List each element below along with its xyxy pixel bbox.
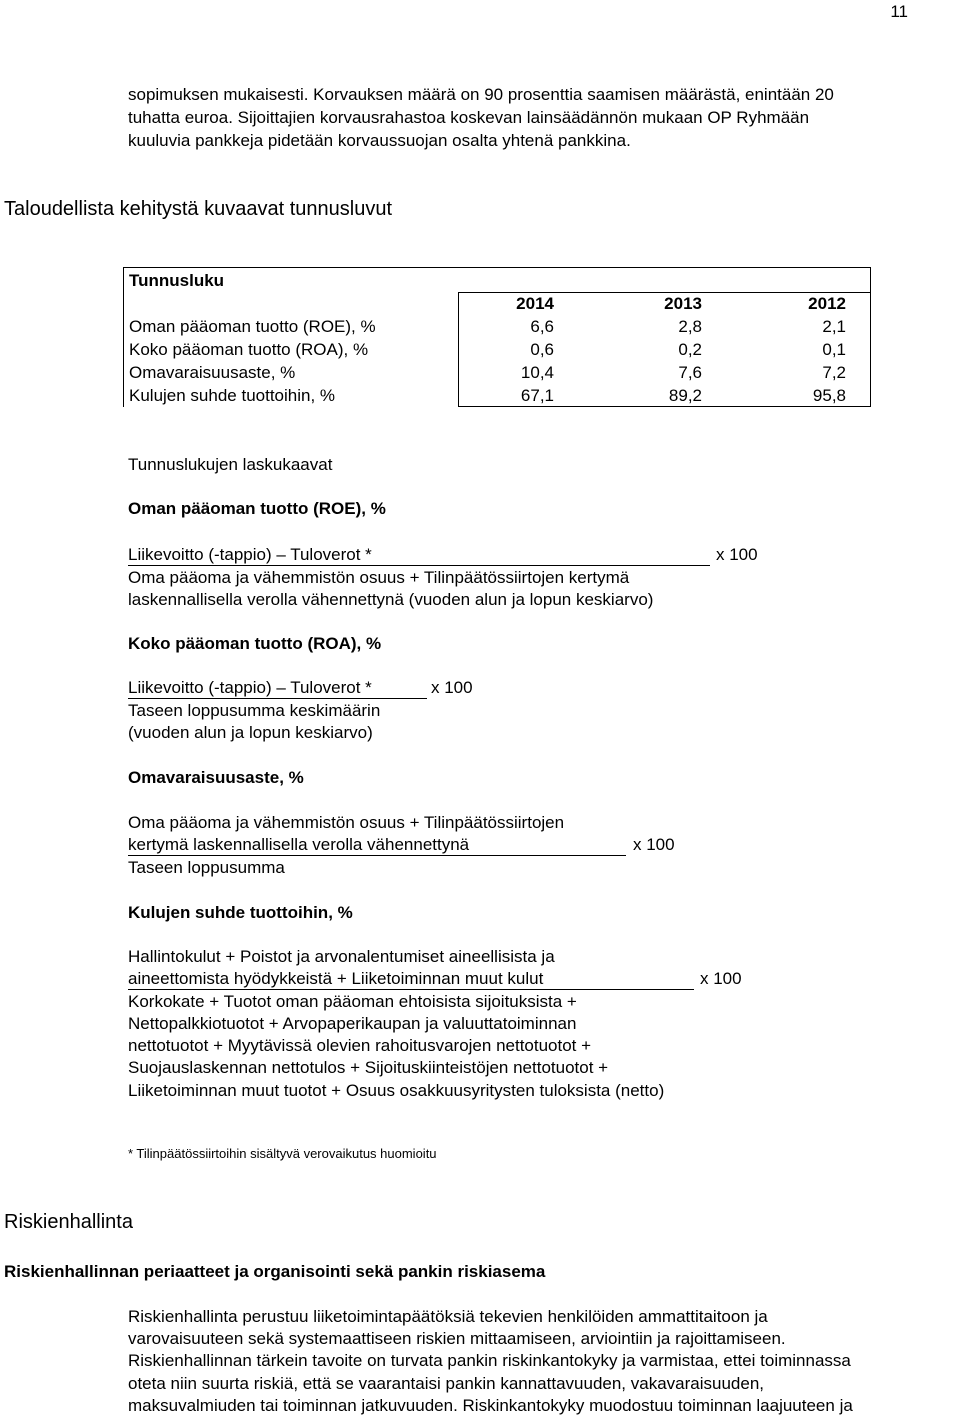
cell-value: 0,6 — [530, 340, 554, 359]
intro-line: tuhatta euroa. Sijoittajien korvausrahastoa koskevan lainsäädännön mukaan OP Ryhmään — [128, 108, 810, 127]
cell-value: 6,6 — [530, 317, 554, 336]
cell-value: 0,1 — [822, 340, 846, 359]
table-label: Tunnusluku — [129, 271, 225, 290]
formula-multiplier: x 100 — [700, 969, 742, 988]
cell-value: 0,2 — [678, 340, 702, 359]
formula-denominator: Suojauslaskennan nettotulos + Sijoituskiinteistöjen nettotuotot + — [128, 1058, 609, 1077]
year-header: 2014 — [516, 294, 554, 313]
formula-title: Kulujen suhde tuottoihin, % — [128, 903, 353, 922]
cell-value: 2,1 — [822, 317, 846, 336]
formula-multiplier: x 100 — [633, 835, 675, 854]
formula-numerator: Liikevoitto (-tappio) – Tuloverot * — [128, 678, 372, 697]
formula-denominator: Taseen loppusumma keskimäärin — [128, 701, 381, 720]
cell-value: 95,8 — [812, 386, 846, 405]
formula-numerator: Hallintokulut + Poistot ja arvonalentumiset aineellisista ja — [128, 947, 555, 966]
formula-numerator: Liikevoitto (-tappio) – Tuloverot * — [128, 545, 372, 564]
paragraph-line: Riskienhallinnan tärkein tavoite on turvata pankin riskinkantokyky ja varmistaa, ettei toiminnassa — [128, 1351, 851, 1370]
row-label: Oman pääoman tuotto (ROE), % — [129, 317, 376, 336]
year-header: 2012 — [808, 294, 846, 313]
page-number: 11 — [890, 2, 908, 21]
formula-title: Koko pääoman tuotto (ROA), % — [128, 634, 382, 653]
fraction-line — [128, 989, 694, 990]
paragraph-line: Riskienhallinta perustuu liiketoimintapäätöksiä tekevien henkilöiden ammattitaitoon ja — [128, 1307, 768, 1326]
year-header: 2013 — [664, 294, 702, 313]
formula-denominator: Liiketoiminnan muut tuotot + Osuus osakkuusyritysten tuloksista (netto) — [128, 1081, 665, 1100]
footnote: * Tilinpäätössiirtoihin sisältyvä verovaikutus huomioitu — [128, 1146, 437, 1161]
paragraph-line: varovaisuuteen sekä systemaattiseen riskien mittaamiseen, arviointiin ja rajoittamiseen. — [128, 1329, 786, 1348]
cell-value: 7,2 — [822, 363, 846, 382]
cell-value: 10,4 — [520, 363, 554, 382]
fraction-line — [128, 565, 710, 566]
section-subheading: Riskienhallinnan periaatteet ja organisointi sekä pankin riskiasema — [4, 1262, 546, 1281]
formula-denominator: (vuoden alun ja lopun keskiarvo) — [128, 723, 373, 742]
formula-numerator: Oma pääoma ja vähemmistön osuus + Tilinpäätössiirtojen — [128, 813, 565, 832]
formula-title: Omavaraisuusaste, % — [128, 768, 304, 787]
row-label: Omavaraisuusaste, % — [129, 363, 296, 382]
formula-denominator: Oma pääoma ja vähemmistön osuus + Tilinpäätössiirtojen kertymä — [128, 568, 630, 587]
formula-numerator: kertymä laskennallisella verolla vähennettynä — [128, 835, 470, 854]
cell-value: 67,1 — [520, 386, 554, 405]
cell-value: 7,6 — [678, 363, 702, 382]
formula-multiplier: x 100 — [431, 678, 473, 697]
formula-denominator: Taseen loppusumma — [128, 858, 285, 877]
formula-title: Oman pääoman tuotto (ROE), % — [128, 499, 386, 518]
paragraph-line: maksuvalmiuden tai toiminnan jatkuvuuden. Riskinkantokyky muodostuu toiminnan laajuuteen ja — [128, 1396, 853, 1415]
formula-denominator: Nettopalkkiotuotot + Arvopaperikaupan ja valuuttatoiminnan — [128, 1014, 577, 1033]
formula-denominator: nettotuotot + Myytävissä olevien rahoitusvarojen nettotuotot + — [128, 1036, 592, 1055]
formula-denominator: laskennallisella verolla vähennettynä (vuoden alun ja lopun keskiarvo) — [128, 590, 654, 609]
intro-line: kuuluvia pankkeja pidetään korvaussuojan osalta yhtenä pankkina. — [128, 131, 631, 150]
section-heading: Riskienhallinta — [4, 1211, 133, 1233]
kpi-table — [123, 267, 871, 407]
fraction-line — [128, 855, 626, 856]
row-label: Koko pääoman tuotto (ROA), % — [129, 340, 369, 359]
kpi-heading: Taloudellista kehitystä kuvaavat tunnusluvut — [4, 198, 393, 220]
formula-numerator: aineettomista hyödykkeistä + Liiketoiminnan muut kulut — [128, 969, 544, 988]
formula-multiplier: x 100 — [716, 545, 758, 564]
row-label: Kulujen suhde tuottoihin, % — [129, 386, 336, 405]
cell-value: 2,8 — [678, 317, 702, 336]
intro-line: sopimuksen mukaisesti. Korvauksen määrä on 90 prosenttia saamisen määrästä, enintään 20 — [128, 85, 834, 104]
paragraph-line: oteta niin suurta riskiä, että se vaarantaisi pankin kannattavuuden, vakavaraisuuden, — [128, 1374, 765, 1393]
formula-denominator: Korkokate + Tuotot oman pääoman ehtoisista sijoituksista + — [128, 992, 577, 1011]
fraction-line — [128, 698, 427, 699]
formulas-heading: Tunnuslukujen laskukaavat — [128, 455, 333, 474]
cell-value: 89,2 — [668, 386, 702, 405]
